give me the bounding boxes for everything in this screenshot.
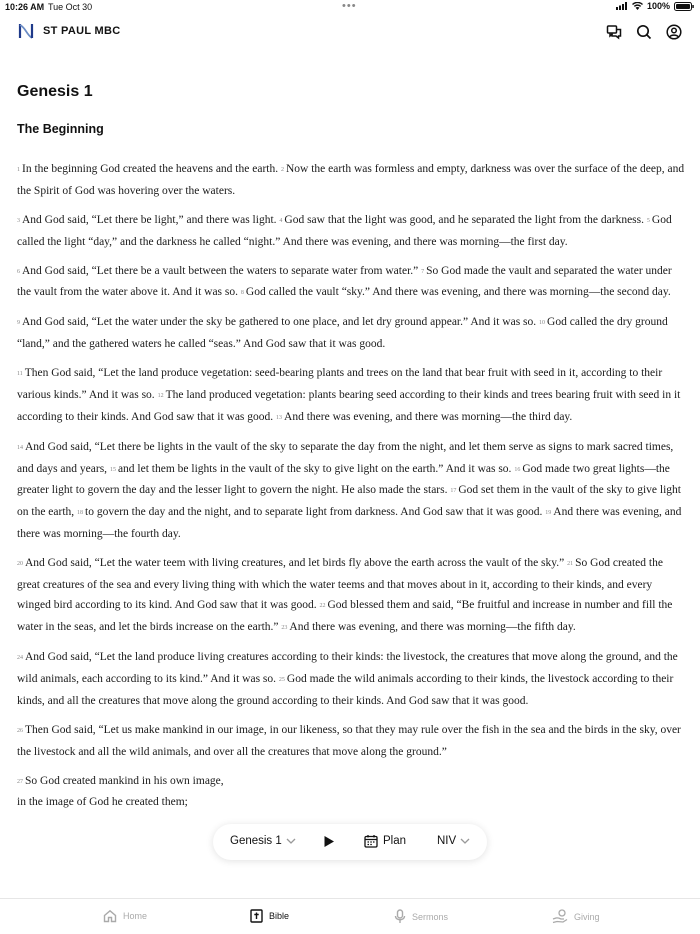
chat-icon[interactable]	[603, 21, 625, 43]
bible-reader[interactable]	[17, 60, 685, 898]
scripture-paragraph	[17, 261, 685, 305]
chevron-down-icon	[286, 838, 296, 844]
verse-number[interactable]: 14	[17, 444, 23, 451]
verse-number[interactable]: 24	[17, 655, 23, 662]
calendar-icon	[364, 834, 378, 848]
verse-text[interactable]: God made the wild animals according to their kinds, the livestock according to their kinds, and all the creatures that move along the ground according to their kinds. And God saw that it was good.	[17, 673, 674, 707]
scripture-text	[17, 159, 685, 762]
verse-text[interactable]: And there was evening, and there was morning—the third day.	[284, 410, 573, 423]
verse-number[interactable]: 1	[17, 167, 20, 173]
tab-home-label: Home	[123, 911, 148, 921]
battery-icon	[674, 2, 694, 11]
account-icon[interactable]	[663, 21, 685, 43]
verse-number[interactable]: 27	[17, 778, 23, 785]
play-icon	[323, 835, 335, 848]
poetry-line	[17, 792, 685, 813]
multitasking-dots[interactable]: •••	[342, 0, 357, 12]
logo-icon[interactable]	[18, 22, 34, 40]
verse-text[interactable]: God called the vault “sky.” And there was evening, and there was morning—the second day.	[245, 286, 671, 299]
version-label: NIV	[437, 835, 457, 847]
bible-icon	[250, 909, 263, 923]
app-header	[0, 18, 700, 46]
cellular-icon	[616, 2, 628, 10]
status-indicators	[616, 1, 694, 11]
verse-text[interactable]: And God said, “Let the water teem with living creatures, and let birds fly above the earth across the vault of the sky.”	[25, 556, 565, 569]
plan-button[interactable]	[364, 834, 406, 848]
microphone-icon	[394, 909, 406, 924]
verse-number[interactable]: 17	[450, 488, 457, 495]
battery-percent: 100%	[646, 1, 670, 11]
verse-number[interactable]: 19	[545, 510, 552, 517]
verse-text[interactable]: And God said, “Let there be a vault between the waters to separate water from water.”	[22, 264, 419, 277]
verse-number[interactable]: 21	[567, 560, 574, 567]
scripture-paragraph	[17, 720, 685, 763]
verse-number[interactable]: 12	[157, 392, 164, 399]
verse-text[interactable]: God called the light “day,” and the darkness he called “night.” And there was evening, and there was morning—the first day.	[17, 213, 672, 248]
status-time: 10:26 AM	[5, 2, 45, 12]
verse-text[interactable]: The land produced vegetation: plants bearing seed according to their kinds and trees bearing fruit with seed in it according to their kinds. And God saw that it was good.	[17, 388, 681, 423]
home-icon	[103, 909, 117, 923]
verse-number[interactable]: 7	[421, 268, 425, 275]
verse-text[interactable]: So God made the vault and separated the water under the vault from the water above it. And it was so.	[17, 264, 672, 299]
verse-text[interactable]: And God said, “Let the water under the sky be gathered to one place, and let dry ground appear.” And it was so.	[22, 316, 537, 329]
verse-number[interactable]: 11	[17, 371, 23, 378]
verse-number[interactable]: 3	[17, 217, 20, 224]
scripture-paragraph	[17, 363, 685, 428]
verse-text[interactable]: Then God said, “Let us make mankind in our image, in our likeness, so that they may rule over the fish in the sea and the birds in the sky, over the livestock and all the wild animals, and over all the creatures that move along the ground.”	[17, 723, 681, 758]
search-icon[interactable]	[633, 21, 655, 43]
verse-text[interactable]: God set them in the vault of the sky to give light on the earth,	[17, 484, 681, 519]
verse-number[interactable]: 5	[646, 217, 650, 224]
verse-number[interactable]: 8	[240, 290, 244, 297]
version-selector[interactable]	[437, 835, 470, 847]
tab-giving-label: Giving	[574, 911, 600, 922]
verse-number[interactable]: 23	[281, 625, 288, 632]
verse-number[interactable]: 10	[539, 320, 546, 327]
verse-text[interactable]: Now the earth was formless and empty, darkness was over the surface of the deep, and the Spirit of God was hovering over the waters.	[17, 163, 685, 197]
verse-text[interactable]: and let them be lights in the vault of the sky to give light on the earth.” And it was so.	[117, 462, 512, 475]
verse-number[interactable]: 6	[17, 268, 20, 275]
verse-text[interactable]: God called the dry ground “land,” and the gathered waters he called “seas.” And God saw that it was good.	[17, 316, 668, 351]
play-button[interactable]	[323, 835, 335, 851]
chapter-selector-label: Genesis 1	[230, 835, 282, 847]
app-title: ST PAUL MBC	[43, 25, 121, 37]
giving-hand-icon	[552, 909, 568, 924]
scripture-paragraph	[17, 312, 685, 355]
verse-number[interactable]: 4	[279, 217, 283, 224]
verse-text[interactable]: God saw that the light was good, and he separated the light from the darkness.	[284, 213, 645, 226]
chapter-title: Genesis 1	[17, 83, 93, 100]
plan-label: Plan	[383, 835, 407, 847]
chapter-selector[interactable]	[230, 835, 296, 847]
verse-number[interactable]: 26	[17, 727, 23, 734]
poetry-line	[17, 771, 685, 793]
verse-number[interactable]: 18	[77, 510, 84, 517]
wifi-icon	[632, 2, 643, 10]
tab-bible[interactable]	[250, 909, 289, 923]
scripture-paragraph	[17, 159, 685, 202]
verse-text[interactable]: So God created mankind in his own image,	[25, 774, 224, 787]
scripture-paragraph	[17, 553, 685, 639]
section-title: The Beginning	[17, 122, 104, 136]
reader-toolbar	[213, 824, 487, 860]
verse-number[interactable]: 20	[17, 560, 23, 567]
verse-text[interactable]: And there was evening, and there was morning—the fourth day.	[17, 506, 682, 540]
verse-text[interactable]: God made two great lights—the greater light to govern the day and the lesser light to govern the night. He also made the stars.	[17, 462, 670, 497]
verse-text[interactable]: God blessed them and said, “Be fruitful and increase in number and fill the water in the seas, and let the birds increase on the earth.”	[17, 599, 673, 634]
tab-sermons-label: Sermons	[412, 911, 449, 922]
verse-text[interactable]: And God said, “Let the land produce living creatures according to their kinds: the livestock, the creatures that move along the ground, and the wild animals, each according to its kind.” And it was so.	[17, 651, 678, 686]
tab-bible-label: Bible	[269, 911, 290, 921]
status-date: Tue Oct 30	[48, 2, 93, 12]
tab-giving[interactable]	[552, 909, 600, 924]
scripture-paragraph	[17, 647, 685, 711]
status-bar	[0, 0, 700, 14]
tab-sermons[interactable]	[394, 909, 448, 924]
verse-number[interactable]: 13	[276, 414, 283, 421]
verse-number[interactable]: 15	[109, 466, 116, 473]
tab-bar	[0, 898, 700, 934]
poetry-lines	[17, 771, 685, 814]
verse-number[interactable]: 22	[319, 603, 326, 610]
verse-number[interactable]: 9	[17, 320, 20, 327]
verse-text[interactable]: In the beginning God created the heavens and the earth.	[22, 163, 279, 175]
verse-text[interactable]: Then God said, “Let the land produce vegetation: seed-bearing plants and trees on the land that bear fruit with seed in it, according to their various kinds.” And it was so.	[17, 367, 663, 401]
verse-text[interactable]: So God created the great creatures of the sea and every living thing with which the water teems and that moves about in it, according to their kinds, and every winged bird according to its kind. And God saw that it was good.	[17, 556, 663, 612]
chevron-down-icon	[460, 838, 470, 844]
tab-home[interactable]	[103, 909, 147, 923]
verse-text[interactable]: to govern the day and the night, and to separate light from darkness. And God saw that it was good.	[85, 506, 543, 519]
verse-number[interactable]: 16	[514, 466, 521, 473]
verse-text[interactable]: And God said, “Let there be lights in the vault of the sky to separate the day from the night, and let them serve as signs to mark sacred times, and days and years,	[17, 440, 674, 475]
verse-text[interactable]: in the image of God he created them;	[17, 796, 188, 809]
verse-number[interactable]: 2	[280, 167, 284, 173]
verse-number[interactable]: 25	[278, 677, 285, 684]
verse-text[interactable]: And there was evening, and there was morning—the fifth day.	[289, 621, 576, 634]
scripture-paragraph	[17, 437, 685, 545]
scripture-paragraph	[17, 210, 685, 253]
verse-text[interactable]: And God said, “Let there be light,” and there was light.	[22, 213, 277, 226]
